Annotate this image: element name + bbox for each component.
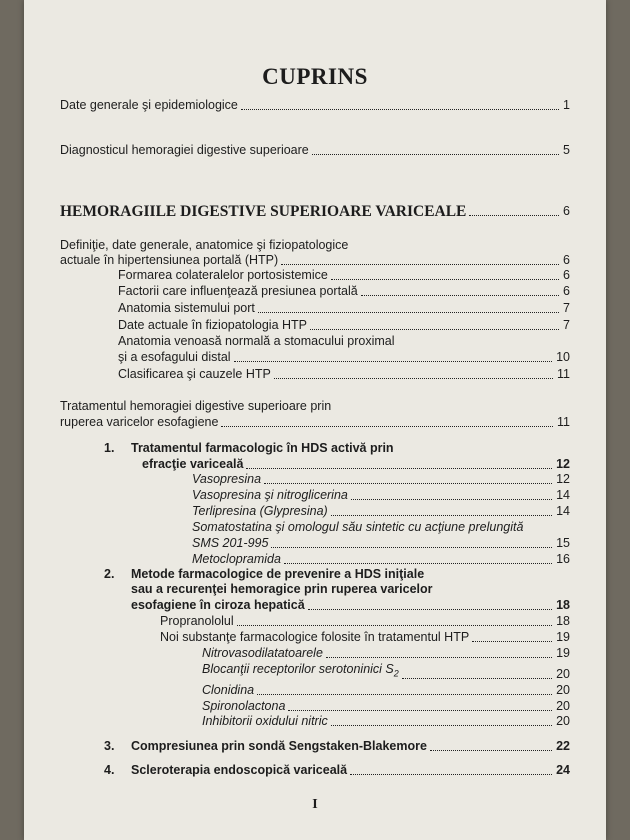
toc-page-number: 6 xyxy=(563,284,570,298)
toc-entry-text: ruperea varicelor esofagiene xyxy=(60,415,219,429)
toc-entry-text: Date generale şi epidemiologice xyxy=(60,98,238,112)
toc-entry-vasopresina xyxy=(192,472,570,487)
toc-entry-text: Metoclopramida xyxy=(192,552,281,566)
toc-entry-s2-line1: Metode farmacologice de prevenire a HDS iniţiale xyxy=(131,567,425,581)
toc-entry-s2-line2: sau a recurenţei hemoragice prin ruperea varicelor xyxy=(131,582,433,596)
toc-entry-text: Clasificarea şi cauzele HTP xyxy=(118,367,271,381)
toc-entry-terlipresina xyxy=(192,504,570,519)
toc-entry-text: Compresiunea prin sondă Sengstaken-Blakemore xyxy=(131,739,427,753)
toc-entry-factorii xyxy=(118,284,570,299)
toc-page-number: 5 xyxy=(563,143,570,157)
toc-entry-text: Terlipresina (Glypresina) xyxy=(192,504,328,518)
toc-page-number: 6 xyxy=(563,268,570,282)
toc-page-number: 22 xyxy=(556,739,570,753)
toc-entry-text: efracţie variceală xyxy=(142,457,244,471)
dot-leader xyxy=(281,264,559,265)
toc-entry-vasopresina-nitro xyxy=(192,488,570,503)
toc-entry-text: Anatomia sistemului port xyxy=(118,301,255,315)
toc-entry-clonidina xyxy=(202,683,570,698)
toc-page-number: 12 xyxy=(556,472,570,486)
section-number: 4. xyxy=(104,763,115,777)
toc-page-number: 20 xyxy=(556,714,570,728)
toc-page-number: 19 xyxy=(556,630,570,644)
toc-entry-definitie xyxy=(60,253,570,268)
toc-entry-date-generale xyxy=(60,98,570,113)
toc-entry-text: Diagnosticul hemoragiei digestive superioare xyxy=(60,143,309,157)
dot-leader xyxy=(351,499,552,500)
toc-entry-s1-line1: Tratamentul farmacologic în HDS activă prin xyxy=(131,441,394,455)
toc-page-number: 6 xyxy=(563,253,570,267)
toc-entry-inhibitorii xyxy=(202,714,570,729)
toc-entry-text: Factorii care influenţează presiunea portală xyxy=(118,284,358,298)
toc-entry-text: SMS 201-995 xyxy=(192,536,269,550)
toc-entry-tratamentul xyxy=(60,415,570,430)
dot-leader xyxy=(274,378,553,379)
section-number: 3. xyxy=(104,739,115,753)
toc-entry-propranololul xyxy=(160,614,570,629)
toc-page-number: 19 xyxy=(556,646,570,660)
toc-entry-clasificarea xyxy=(118,367,570,382)
toc-entry-metoclopramida xyxy=(192,552,570,567)
toc-entry-text: esofagiene în ciroza hepatică xyxy=(131,598,305,612)
dot-leader xyxy=(472,641,552,642)
toc-entry-text: Propranololul xyxy=(160,614,234,628)
toc-entry-text: Date actuale în fiziopatologia HTP xyxy=(118,318,307,332)
toc-entry-spironolactona xyxy=(202,699,570,714)
toc-entry-anatomia-venoasa-line1: Anatomia venoasă normală a stomacului proximal xyxy=(118,334,395,348)
document-page xyxy=(24,0,606,840)
toc-section-heading xyxy=(60,204,570,219)
toc-page-number: 18 xyxy=(556,598,570,612)
dot-leader xyxy=(271,547,552,548)
dot-leader xyxy=(264,483,552,484)
dot-leader xyxy=(258,312,559,313)
toc-entry-text: Inhibitorii oxidului nitric xyxy=(202,714,328,728)
toc-page-number: 10 xyxy=(556,350,570,364)
dot-leader xyxy=(331,279,559,280)
toc-entry-tratamentul-line1: Tratamentul hemoragiei digestive superioare prin xyxy=(60,399,332,413)
toc-page-number: 1 xyxy=(563,98,570,112)
toc-entry-s3 xyxy=(131,739,570,754)
toc-entry-text: actuale în hipertensiunea portală (HTP) xyxy=(60,253,279,267)
toc-entry-text xyxy=(202,662,399,682)
toc-page-number: 11 xyxy=(557,415,570,429)
toc-page-number: 20 xyxy=(556,683,570,697)
dot-leader xyxy=(234,361,553,362)
toc-entry-text: Formarea colateralelor portosistemice xyxy=(118,268,328,282)
toc-entry-definitie-line1: Definiţie, date generale, anatomice şi fiziopatologice xyxy=(60,238,349,252)
toc-page-number: 11 xyxy=(557,367,570,381)
toc-entry-anatomia-venoasa xyxy=(118,350,570,365)
toc-page-number: 6 xyxy=(563,204,570,218)
toc-entry-text: şi a esofagului distal xyxy=(118,350,231,364)
dot-leader xyxy=(331,725,552,726)
dot-leader xyxy=(237,625,552,626)
toc-page-number: 7 xyxy=(563,318,570,332)
toc-entry-blocantii xyxy=(202,662,570,682)
toc-entry-somatostatina xyxy=(192,536,570,551)
toc-entry-text: Nitrovasodilatatoarele xyxy=(202,646,323,660)
toc-entry-nitrovasodilatatoarele xyxy=(202,646,570,661)
dot-leader xyxy=(288,710,552,711)
dot-leader xyxy=(430,750,552,751)
toc-page-number: 12 xyxy=(556,457,570,471)
dot-leader xyxy=(326,657,552,658)
dot-leader xyxy=(402,678,552,679)
toc-page-number: 24 xyxy=(556,763,570,777)
toc-page-number: 15 xyxy=(556,536,570,550)
toc-entry-s2 xyxy=(131,598,570,613)
toc-entry-somatostatina-line1: Somatostatina şi omologul său sintetic cu acţiune prelungită xyxy=(192,520,524,534)
toc-entry-text: Vasopresina xyxy=(192,472,262,486)
toc-entry-formarea xyxy=(118,268,570,283)
dot-leader xyxy=(310,329,559,330)
toc-entry-text: Spironolactona xyxy=(202,699,286,713)
page-number-footer: I xyxy=(312,797,318,812)
toc-page-number: 7 xyxy=(563,301,570,315)
toc-entry-s1 xyxy=(142,457,570,472)
toc-page-number: 16 xyxy=(556,552,570,566)
dot-leader xyxy=(241,109,559,110)
dot-leader xyxy=(221,426,553,427)
toc-page-number: 20 xyxy=(556,699,570,713)
dot-leader xyxy=(246,468,552,469)
toc-entry-date-actuale xyxy=(118,318,570,333)
toc-page-number: 14 xyxy=(556,488,570,502)
dot-leader xyxy=(350,774,552,775)
toc-entry-anatomia-sistem xyxy=(118,301,570,316)
toc-entry-s4 xyxy=(131,763,570,778)
toc-page-number: 18 xyxy=(556,614,570,628)
dot-leader xyxy=(331,515,552,516)
toc-entry-noi-substante xyxy=(160,630,570,645)
toc-entry-text: Scleroterapia endoscopică variceală xyxy=(131,763,348,777)
toc-entry-text: HEMORAGIILE DIGESTIVE SUPERIOARE VARICEALE xyxy=(60,203,467,220)
dot-leader xyxy=(284,563,552,564)
page-title: CUPRINS xyxy=(262,64,368,89)
toc-entry-text: Clonidina xyxy=(202,683,255,697)
dot-leader xyxy=(312,154,559,155)
toc-entry-diagnosticul xyxy=(60,143,570,158)
toc-page-number: 20 xyxy=(556,666,570,681)
dot-leader xyxy=(257,694,552,695)
toc-entry-text: Noi substanţe farmacologice folosite în tratamentul HTP xyxy=(160,630,470,644)
blocantii-subscript: 2 xyxy=(393,668,399,679)
toc-page-number: 14 xyxy=(556,504,570,518)
section-number: 2. xyxy=(104,567,115,581)
dot-leader xyxy=(361,295,559,296)
toc-entry-text: Vasopresina şi nitroglicerina xyxy=(192,488,348,502)
dot-leader xyxy=(308,609,552,610)
section-number: 1. xyxy=(104,441,115,455)
dot-leader xyxy=(469,215,559,216)
blocantii-text: Blocanţii receptorilor serotoninici S xyxy=(202,662,394,676)
